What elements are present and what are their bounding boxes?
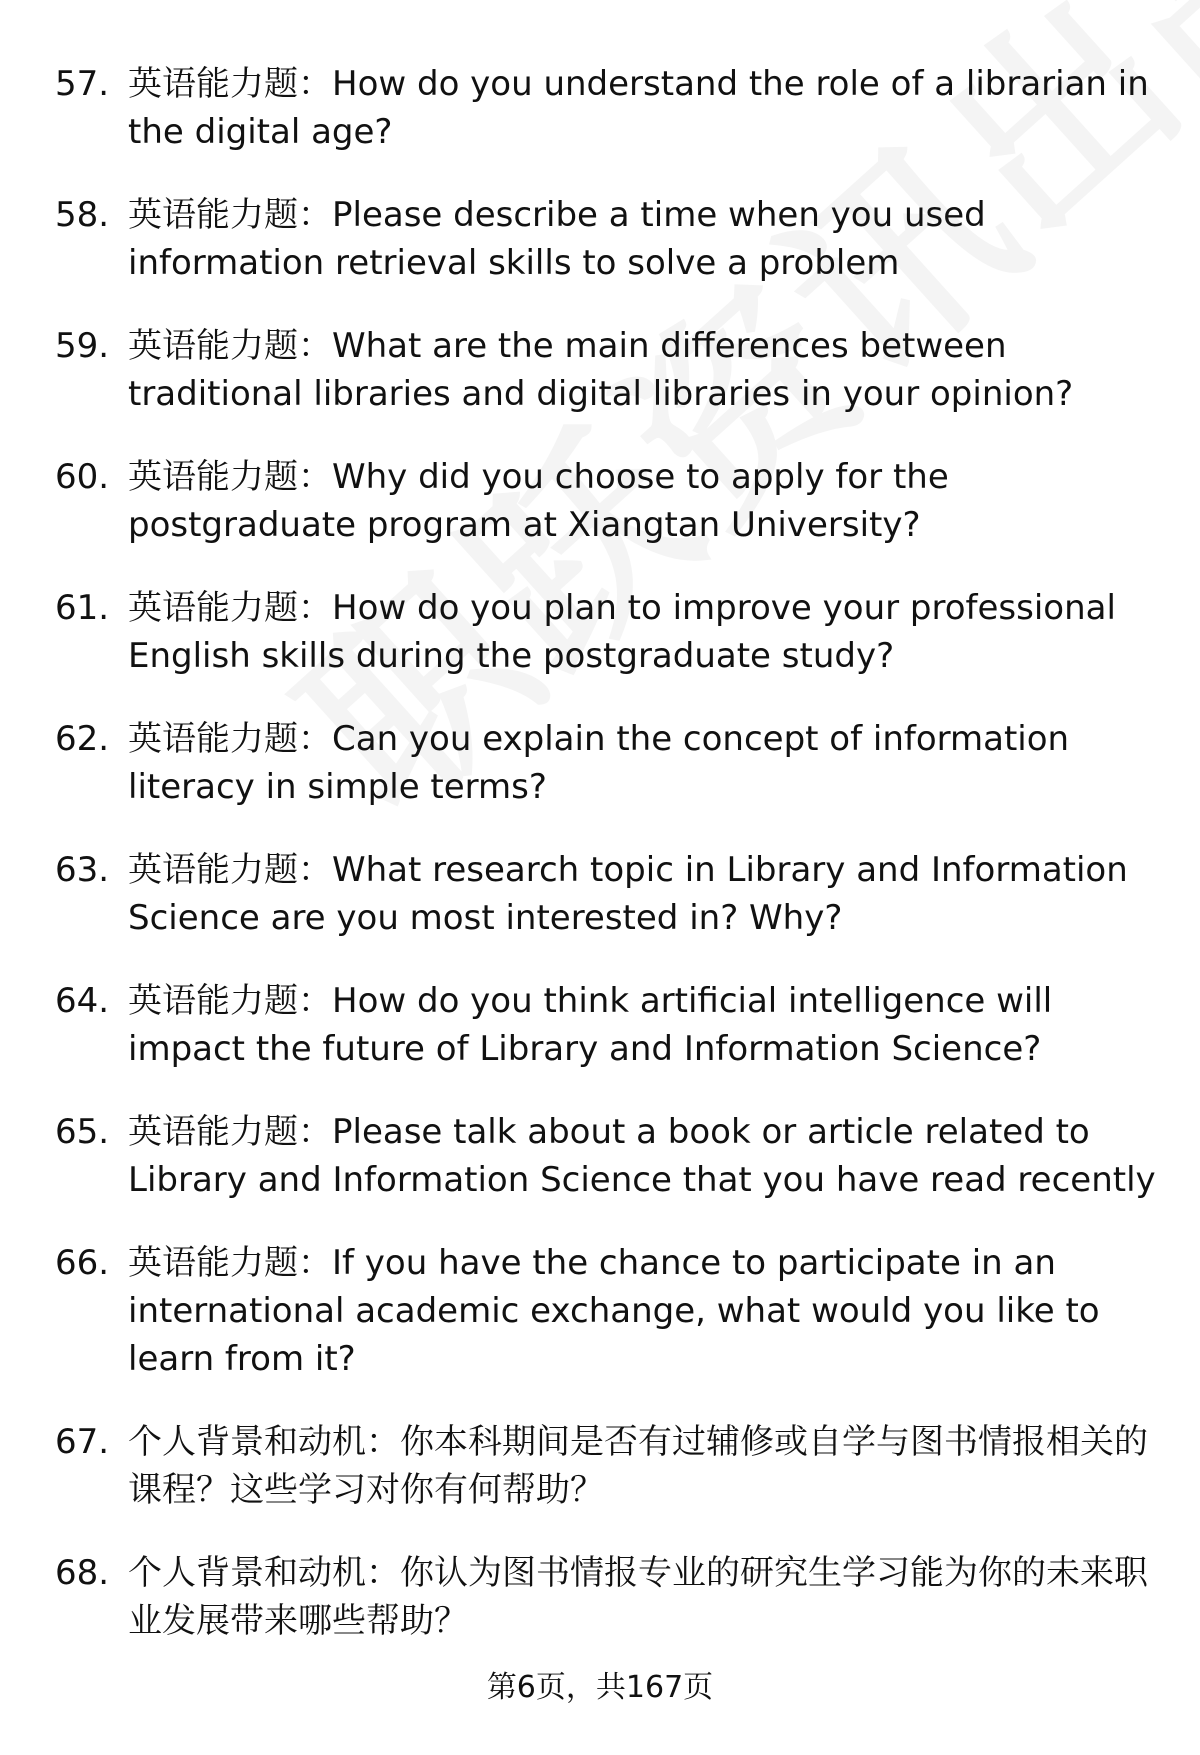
question-item [0,322,1200,418]
question-item [0,846,1200,942]
question-text: 英语能力题：Can you explain the concept of information literacy in simple terms? [128,719,1070,807]
question-item [0,1108,1200,1204]
question-number: 67. [55,1422,110,1462]
question-item [0,1239,1200,1383]
question-item [0,977,1200,1073]
question-text: 英语能力题：If you have the chance to participate in an international academic exchange, what would you like to learn from it? [128,1243,1100,1379]
question-number: 68. [55,1553,110,1593]
question-item [0,60,1200,156]
question-number: 63. [55,850,110,890]
question-item [0,191,1200,287]
question-number: 59. [55,326,110,366]
question-item [0,715,1200,811]
question-text: 英语能力题：Please talk about a book or article related to Library and Information Science that you have read recently [128,1112,1156,1200]
question-item [0,1549,1200,1645]
question-text: 英语能力题：How do you plan to improve your professional English skills during the postgraduate study? [128,588,1116,676]
question-number: 57. [55,64,110,104]
question-number: 60. [55,457,110,497]
question-item [0,1418,1200,1514]
question-number: 65. [55,1112,110,1152]
question-list [0,60,1200,1680]
question-text: 英语能力题：How do you understand the role of a librarian in the digital age? [128,64,1149,152]
question-item [0,584,1200,680]
question-text: 英语能力题：What research topic in Library and Information Science are you most interested in? Why? [128,850,1128,938]
question-item [0,453,1200,549]
question-text: 英语能力题：What are the main differences between traditional libraries and digital libraries in your opinion? [128,326,1074,414]
question-text: 英语能力题：How do you think artificial intelligence will impact the future of Library and Information Science? [128,981,1053,1069]
question-number: 62. [55,719,110,759]
question-number: 66. [55,1243,110,1283]
question-number: 64. [55,981,110,1021]
page-footer: 第6页，共167页 [486,1670,714,1705]
question-text: 个人背景和动机：你认为图书情报专业的研究生学习能为你的未来职业发展带来哪些帮助？ [128,1553,1148,1641]
question-number: 58. [55,195,110,235]
question-text: 个人背景和动机：你本科期间是否有过辅修或自学与图书情报相关的课程？这些学习对你有何帮助？ [128,1422,1148,1510]
question-text: 英语能力题：Why did you choose to apply for the postgraduate program at Xiangtan University? [128,457,949,545]
question-text: 英语能力题：Please describe a time when you used information retrieval skills to solve a problem [128,195,986,283]
question-number: 61. [55,588,110,628]
